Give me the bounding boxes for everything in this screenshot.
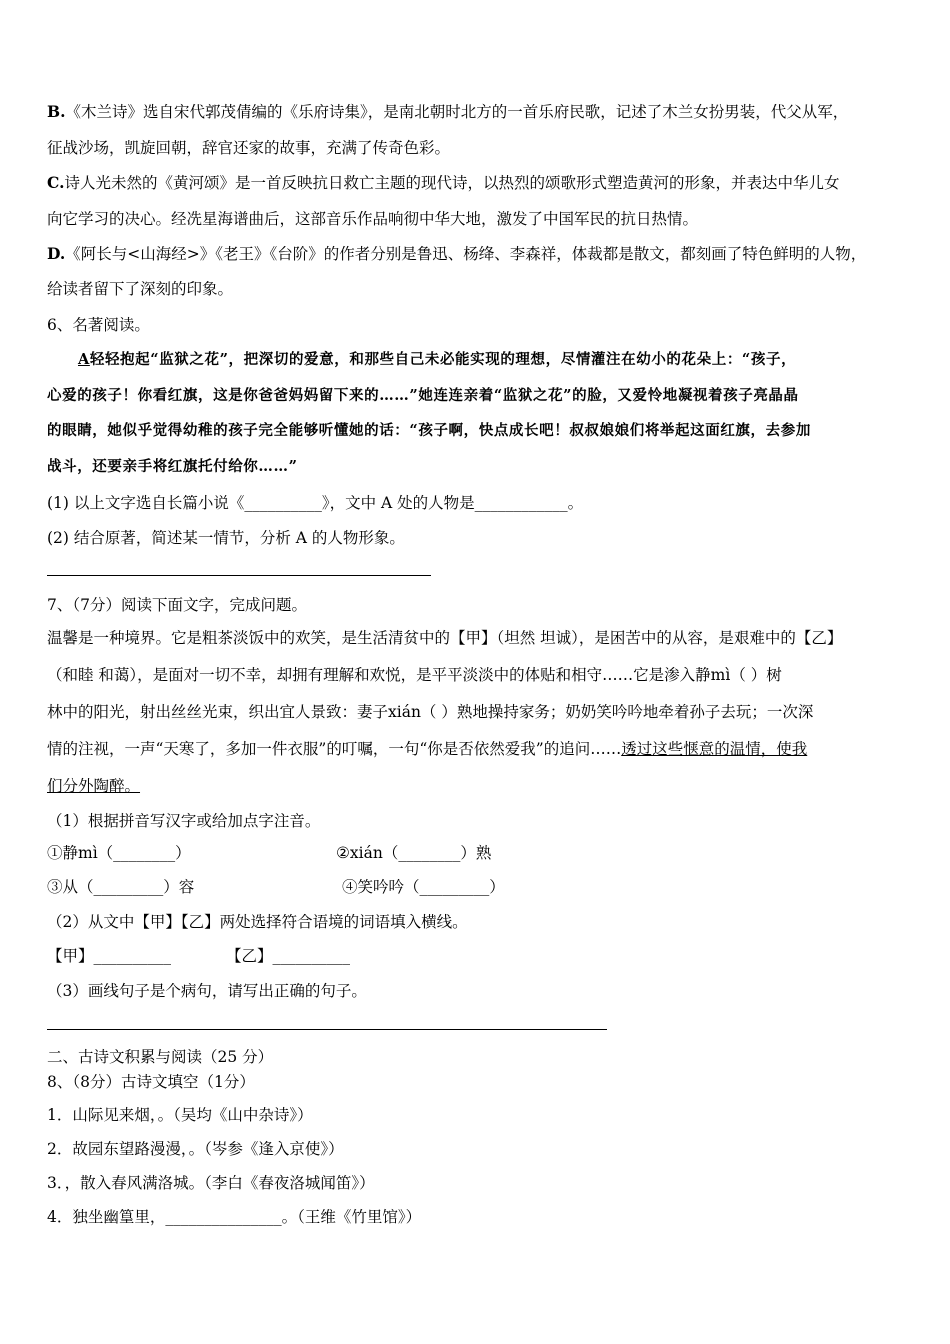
q8-title: 8、（8分）古诗文填空（1分） [47,1073,255,1091]
option-d-line-2: 给读者留下了深刻的印象。 [47,280,234,298]
q6-subquestion-1: (1) 以上文字选自长篇小说《__________》，文中 A 处的人物是____________。 [47,494,584,512]
option-b-line-2: 征战沙场，凯旋回朝，辞官还家的故事，充满了传奇色彩。 [47,139,451,157]
option-c-label: C. [47,173,65,192]
q7-title: 7、（7分）阅读下面文字，完成问题。 [47,596,307,614]
option-b-label: B. [47,102,66,121]
q7-blank-1: ①静mì（________） [47,844,191,862]
q7-answer-yi: 【乙】__________ [226,947,351,965]
q7-passage-line-2: （和睦 和蔼），是面对一切不幸，却拥有理解和欢悦，是平平淡淡中的体贴和相守……它是渗入静mì（ ）树 [47,666,782,684]
q8-item-2: 2．故园东望路漫漫，。（岑参《逢入京使》） [47,1140,344,1158]
q7-underlined-sentence-part-2: 们分外陶醉。 [47,777,141,795]
option-d-text-1: 《阿长与<山海经>》《老王》《台阶》的作者分别是鲁迅、杨绛、李森祥，体裁都是散文，都刻画了特色鲜明的人物， [65,245,867,263]
q7-answer-jia: 【甲】__________ [47,947,172,965]
q6-title: 6、名著阅读。 [47,316,150,334]
q6-marker-a: A [78,351,90,368]
q7-passage-line-1: 温馨是一种境界。它是粗茶淡饭中的欢笑，是生活清贫中的【甲】（坦然 坦诚），是困苦中的从容，是艰难中的【乙】 [47,629,843,647]
option-b-text-1: 《木兰诗》选自宋代郭茂倩编的《乐府诗集》，是南北朝时北方的一首乐府民歌，记述了木兰女扮男装，代父从军， [65,103,849,121]
q6-passage-line-3: 的眼睛，她似乎觉得幼稚的孩子完全能够听懂她的话：“孩子啊，快点成长吧！叔叔娘娘们将举起这面红旗，去参加 [47,422,811,439]
option-c-line-1 [47,173,839,193]
option-c-text-1: 诗人光未然的《黄河颂》是一首反映抗日救亡主题的现代诗，以热烈的颂歌形式塑造黄河的形象，并表达中华儿女 [64,174,840,192]
q7-passage-line-3: 林中的阳光，射出丝丝光束，织出宜人景致：妻子xián（ ）熟地操持家务；奶奶笑吟吟地牵着孙子去玩；一次深 [47,703,814,721]
q7-blank-3: ③从（_________）容 [47,878,195,896]
q8-item-4: 4．独坐幽篁里，_______________。（王维《竹里馆》） [47,1208,422,1226]
option-d-line-1 [47,244,866,264]
q7-answer-line [47,1029,607,1030]
q7-blank-2: ②xián（________）熟 [336,844,492,862]
q6-answer-line [47,575,431,576]
section-2-title: 二、古诗文积累与阅读（25 分） [47,1048,274,1066]
q7-passage-text-4: 情的注视，一声“天寒了，多加一件衣服”的叮嘱，一句“你是否依然爱我”的追问…… [47,740,622,758]
q6-passage-line-4: 战斗，还要亲手将红旗托付给你……” [47,458,298,475]
q7-subquestion-1: （1）根据拼音写汉字或给加点字注音。 [47,812,321,830]
q6-passage-line-1 [78,350,796,370]
q6-passage-text-1: 轻轻抱起“监狱之花”，把深切的爱意，和那些自己未必能实现的理想，尽情灌注在幼小的花朵上：“孩子， [89,351,797,368]
q8-item-1: 1．山际见来烟，。（吴均《山中杂诗》） [47,1106,313,1124]
option-c-line-2: 向它学习的决心。经冼星海谱曲后，这部音乐作品响彻中华大地，激发了中国军民的抗日热情。 [47,210,699,228]
q6-passage-line-2: 心爱的孩子！你看红旗，这是你爸爸妈妈留下来的……”她连连亲着“监狱之花”的脸，又爱怜地凝视着孩子亮晶晶 [47,387,799,404]
q7-subquestion-2: （2）从文中【甲】【乙】两处选择符合语境的词语填入横线。 [47,913,468,931]
q8-item-3: 3．，散入春风满洛城。（李白《春夜洛城闻笛》） [47,1174,375,1192]
option-b-line-1 [47,102,848,122]
option-d-label: D. [47,244,66,263]
q7-subquestion-3: （3）画线句子是个病句，请写出正确的句子。 [47,982,367,1000]
q6-subquestion-2: (2) 结合原著，简述某一情节，分析 A 的人物形象。 [47,529,405,547]
q7-blank-4: ④笑吟吟（_________） [342,878,505,896]
q7-underlined-sentence-part-1: 透过这些惬意的温情，使我 [621,740,808,758]
q7-passage-line-4 [47,739,807,759]
